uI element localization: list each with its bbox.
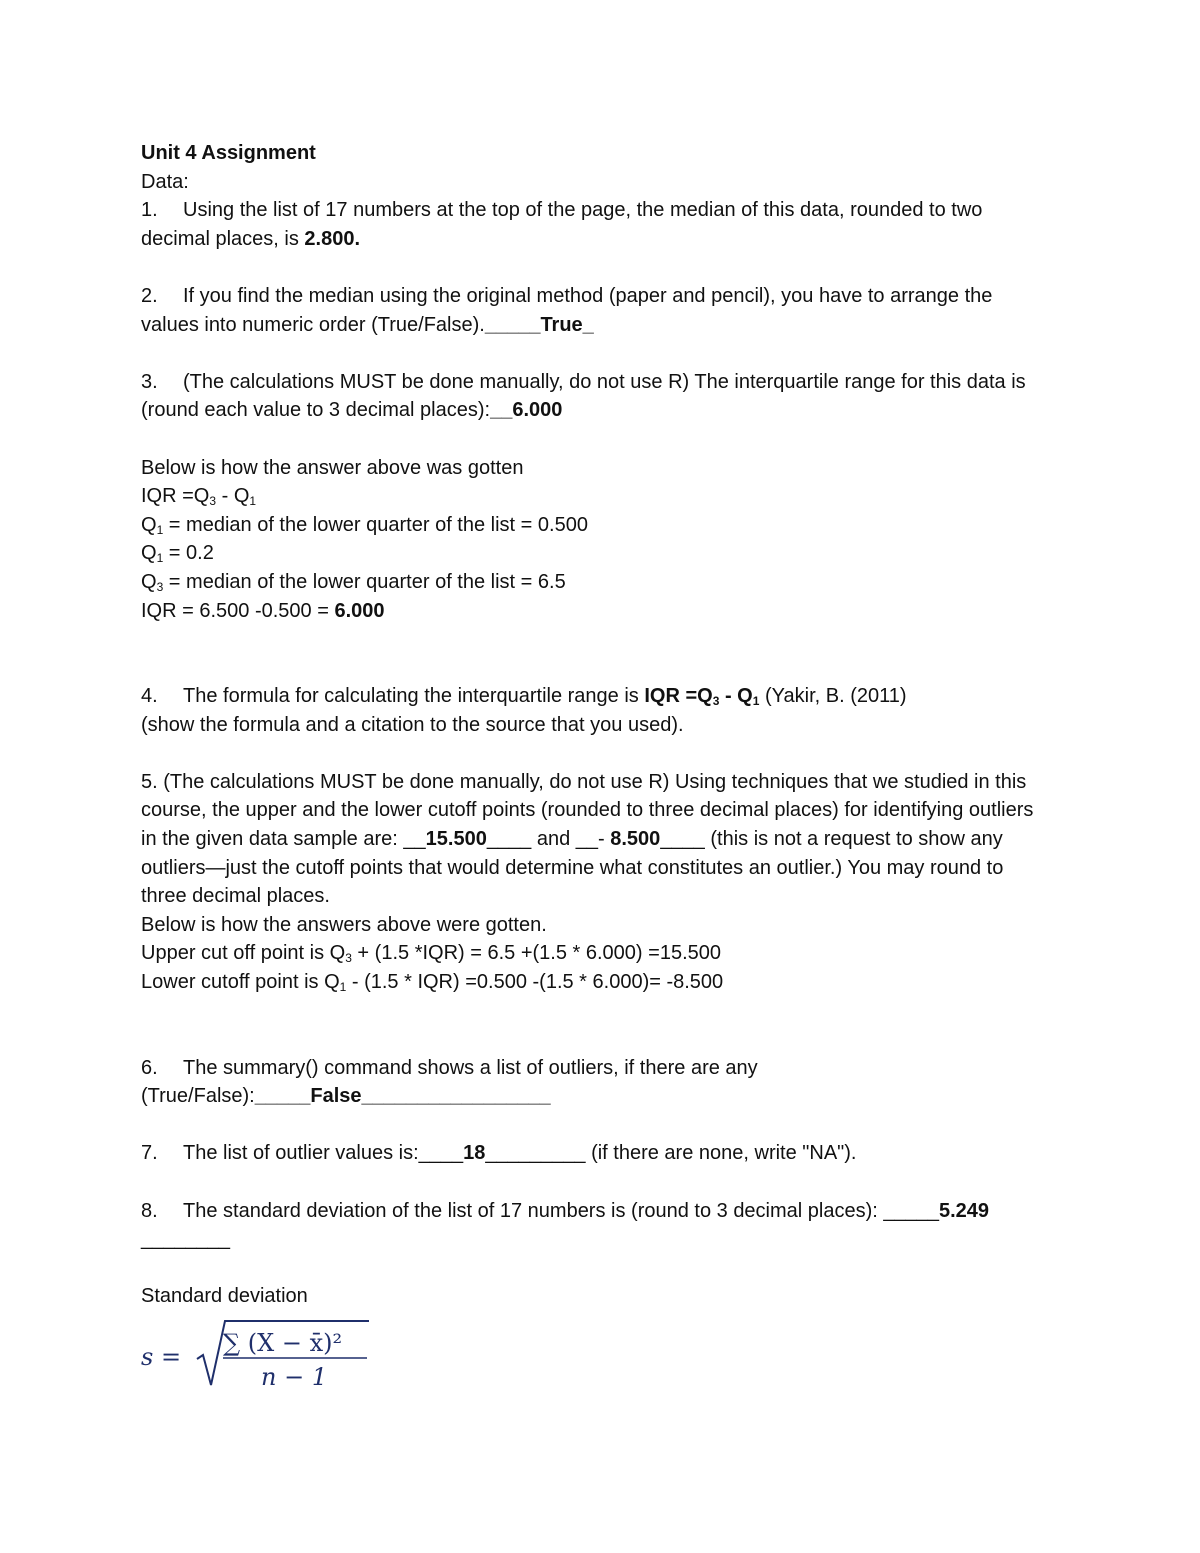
question-5-line5: three decimal places.	[141, 885, 330, 908]
q3-definition-line: $Q_3$ = median of the lower quarter of the list = 6.5	[141, 570, 566, 594]
question-5-line3: in the given data sample are: __15.500____ and __- 8.500____ (this is not a request to show any	[141, 828, 1003, 851]
iqr-result: 6.000	[334, 599, 385, 622]
question-2-cont: values into numeric order (True/False)._____True_	[141, 313, 594, 336]
question-1: 1. Using the list of 17 numbers at the top of the page, the median of this data, rounded to two	[141, 199, 983, 222]
q3-explanation-intro: Below is how the answer above was gotten	[141, 456, 524, 479]
question-4: 4. The formula for calculating the interquartile range is IQR $=Q_3 - Q_1$ (Yakir, B. (2011)	[141, 685, 907, 709]
q4-citation: (Yakir, B. (2011)	[759, 685, 907, 708]
question-6-cont: (True/False):_____False_________________	[141, 1085, 551, 1108]
q7-answer: 18	[463, 1142, 486, 1165]
question-8: 8. The standard deviation of the list of 17 numbers is (round to 3 decimal places): _____5.249	[141, 1199, 990, 1222]
question-8-underline: ________	[141, 1228, 230, 1251]
question-2: 2. If you find the median using the original method (paper and pencil), you have to arrange the	[141, 284, 993, 307]
sd-formula-lhs: s =	[141, 1342, 182, 1371]
question-4-cont: (show the formula and a citation to the source that you used).	[141, 713, 684, 736]
question-1-cont: decimal places, is 2.800.	[141, 227, 361, 250]
question-5: 5. (The calculations MUST be done manually, do not use R) Using techniques that we studied in this	[141, 770, 1027, 793]
data-label: Data:	[141, 170, 189, 193]
q1-answer: 2.800.	[304, 227, 361, 250]
upper-cutoff-answer: 15.500	[425, 828, 487, 851]
upper-cutoff-line: Upper cut off point is $Q_3 + (1.5$ *IQR) = 6.5 +(1.5 * 6.000) =15.500	[141, 942, 721, 966]
q1-definition-line: $Q_1$ = median of the lower quarter of the list = 0.500	[141, 513, 588, 537]
sd-formula-denominator: n − 1	[261, 1362, 328, 1391]
question-5-line4: outliers—just the cutoff points that would determine what constitutes an outlier.) You may round to	[141, 856, 1004, 879]
assignment-title: Unit 4 Assignment	[141, 142, 316, 164]
sd-formula-numerator: ∑ (X − x̄)²	[223, 1328, 343, 1357]
q8-answer: 5.249	[939, 1199, 990, 1222]
iqr-calculation-line: IQR = 6.500 -0.500 = 6.000	[141, 599, 385, 622]
document-body	[141, 139, 1121, 1395]
q5-explanation-intro: Below is how the answers above were gotten.	[141, 913, 547, 936]
question-7: 7. The list of outlier values is:____18_________ (if there are none, write "NA").	[141, 1142, 857, 1165]
question-5-line2: course, the upper and the lower cutoff points (rounded to three decimal places) for identifying outliers	[141, 799, 1034, 822]
q2-answer: _____True_	[484, 313, 594, 336]
sd-formula-graphic	[141, 1315, 401, 1395]
q1-value-line: $Q_1 = 0.2$	[141, 542, 214, 566]
q4-formula: IQR $=Q_3 - Q_1$	[644, 685, 760, 709]
question-3: 3. (The calculations MUST be done manually, do not use R) The interquartile range for this data is	[141, 370, 1026, 393]
sd-formula	[141, 1315, 1121, 1395]
lower-cutoff-answer: 8.500	[610, 828, 661, 851]
sd-label: Standard deviation	[141, 1285, 308, 1308]
q3-answer: __6.000	[490, 399, 563, 422]
q6-answer: _____False_________________	[254, 1085, 551, 1108]
question-6: 6. The summary() command shows a list of outliers, if there are any	[141, 1056, 758, 1079]
iqr-formula-line: IQR $=Q_3 - Q_1$	[141, 485, 257, 509]
lower-cutoff-line: Lower cutoff point is $Q_1 - (1.5 * IQR) =0.500$ -(1.5 * 6.000)= -8.500	[141, 971, 724, 995]
question-3-cont: (round each value to 3 decimal places):__6.000	[141, 399, 563, 422]
